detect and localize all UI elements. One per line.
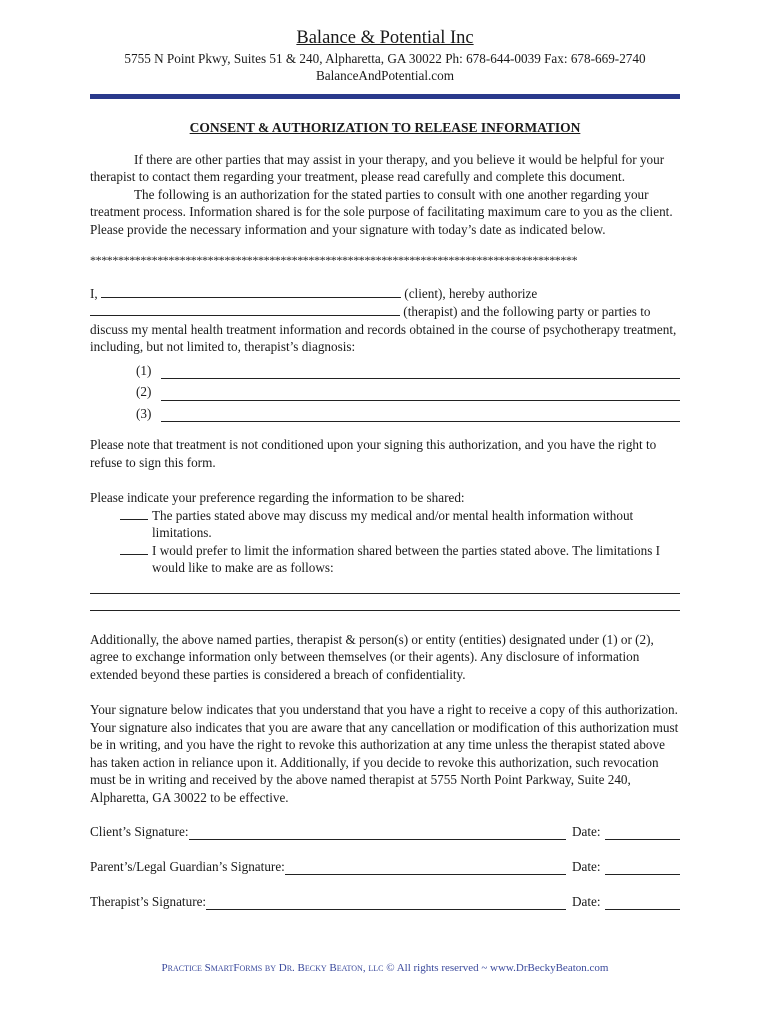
signature-notice: Your signature below indicates that you understand that you have a right to receive a copy of this authorization. Your signature also indicates that you are aware that any cancellation or modification of this authorization must be in writing, and you have the right to revoke this authorization at any time unless the therapist stated above has taken action in reliance upon it. Additionally, if you decide to revoke this authorization, such revocation must be in writing and received by the above named therapist at 5755 North Point Parkway, Suite 240, Alpharetta, GA 30022 to be effective. bbox=[90, 702, 679, 805]
preference-option-limited bbox=[120, 542, 680, 577]
party-label: (3) bbox=[136, 405, 152, 421]
client-date-field[interactable] bbox=[605, 826, 680, 840]
party-2-field[interactable] bbox=[161, 387, 680, 401]
option-unlimited-text: The parties stated above may discuss my medical and/or mental health information without limitations. bbox=[152, 507, 634, 540]
separator-stars: *************************************************************************************** bbox=[90, 253, 578, 267]
therapist-signature-row bbox=[90, 892, 680, 910]
party-row bbox=[136, 383, 680, 401]
date-label: Date: bbox=[572, 823, 601, 839]
guardian-signature-field[interactable] bbox=[285, 861, 566, 875]
guardian-date-field[interactable] bbox=[605, 861, 680, 875]
treatment-note: Please note that treatment is not conditioned upon your signing this authorization, and you have the right to refuse to sign this form. bbox=[90, 437, 657, 470]
client-suffix: (client), hereby authorize bbox=[404, 285, 538, 301]
limitations-line-2[interactable] bbox=[90, 594, 680, 611]
party-row bbox=[136, 362, 680, 380]
option-limited-checkline[interactable] bbox=[120, 542, 148, 555]
therapist-suffix: (therapist) and the following party or parties to bbox=[403, 304, 651, 319]
consent-form-page bbox=[90, 26, 680, 910]
party-1-field[interactable] bbox=[161, 365, 680, 379]
guardian-signature-label: Parent’s/Legal Guardian’s Signature: bbox=[90, 858, 285, 874]
client-signature-label: Client’s Signature: bbox=[90, 823, 189, 839]
option-unlimited-checkline[interactable] bbox=[120, 507, 148, 520]
footer-brand: Practice SmartForms by Dr. Becky Beaton, llc bbox=[161, 962, 384, 974]
additional-paragraph: Additionally, the above named parties, therapist & person(s) or entity (entities) designated under (1) or (2), agree to exchange information only between themselves (or their agents). Any disclosure of information extended beyond these parties is considered a breach of confidentiality. bbox=[90, 631, 654, 682]
guardian-signature-row bbox=[90, 857, 680, 875]
party-3-field[interactable] bbox=[161, 408, 680, 422]
i-label: I, bbox=[90, 285, 98, 301]
therapist-signature-field[interactable] bbox=[206, 896, 566, 910]
therapist-date-field[interactable] bbox=[605, 896, 680, 910]
party-label: (2) bbox=[136, 384, 152, 399]
date-label: Date: bbox=[572, 858, 601, 874]
party-label: (1) bbox=[136, 362, 152, 378]
therapist-line bbox=[90, 302, 680, 321]
authorization-body: discuss my mental health treatment information and records obtained in the course of psychotherapy treatment, including, but not limited to, therapist’s diagnosis: bbox=[90, 321, 677, 354]
limitations-line-1[interactable] bbox=[90, 577, 680, 594]
party-row bbox=[136, 405, 680, 423]
intro-paragraph-1: If there are other parties that may assist in your therapy, and you believe it would be helpful for your therapist to contact them regarding your treatment, please read carefully and complete this document. bbox=[90, 151, 665, 184]
client-signature-row bbox=[90, 822, 680, 840]
option-limited-text: I would prefer to limit the information shared between the parties stated above. The limitations I would like to make are as follows: bbox=[152, 542, 661, 575]
therapist-signature-label: Therapist’s Signature: bbox=[90, 893, 207, 909]
preference-prompt: Please indicate your preference regarding the information to be shared: bbox=[90, 490, 465, 505]
company-name: Balance & Potential Inc bbox=[296, 28, 474, 48]
page-footer bbox=[0, 962, 770, 974]
therapist-name-field[interactable] bbox=[90, 302, 400, 316]
form-title: CONSENT & AUTHORIZATION TO RELEASE INFORMATION bbox=[189, 120, 581, 135]
preference-option-unlimited bbox=[120, 507, 680, 542]
header-divider bbox=[90, 94, 680, 99]
signature-block bbox=[90, 822, 680, 910]
client-name-field[interactable] bbox=[101, 284, 401, 298]
intro-paragraph-2: The following is an authorization for the stated parties to consult with one another regarding your treatment process. Information shared is for the sole purpose of facilitating maximum care to you as the client. Please provide the necessary information and your signature with today’s date as indicated below. bbox=[90, 186, 673, 237]
footer-rights: © All rights reserved ~ www.DrBeckyBeaton.com bbox=[386, 962, 609, 974]
client-signature-field[interactable] bbox=[189, 826, 566, 840]
client-line bbox=[90, 284, 680, 303]
parties-list bbox=[90, 362, 680, 423]
date-label: Date: bbox=[572, 893, 601, 909]
company-website: BalanceAndPotential.com bbox=[315, 68, 455, 83]
company-address: 5755 N Point Pkwy, Suites 51 & 240, Alpharetta, GA 30022 Ph: 678-644-0039 Fax: 678-669-2740 bbox=[124, 51, 646, 66]
